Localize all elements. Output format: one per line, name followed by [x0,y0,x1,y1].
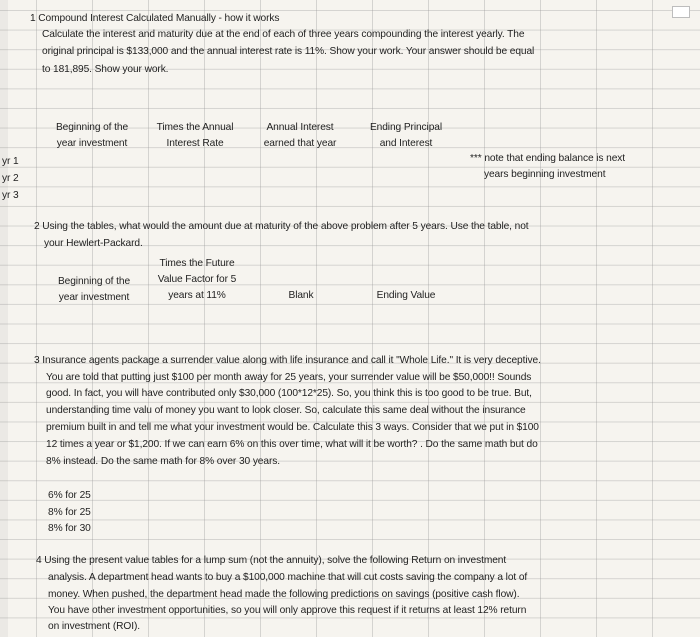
q1-line-2: original principal is $133,000 and the annual interest rate is 11%. Show your work. Your answer should be equal [42,46,535,57]
q3-row-6-25: 6% for 25 [48,490,91,501]
row-label-yr3: yr 3 [2,190,19,201]
q2-header-ending: Ending Value [376,290,436,301]
q1-line-3: to 181,895. Show your work. [42,64,169,75]
q1-header-rate: Times the Annual Interest Rate [156,122,234,149]
row-label-yr2: yr 2 [2,173,19,184]
q1-header-ending: Ending Principal and Interest [369,122,443,149]
q3-line-3: good. In fact, you will have contributed only $30,000 (100*12*25). So, you think this is too good to be true. But, [46,388,532,399]
q1-header-interest: Annual Interest earned that year [263,122,337,149]
q2-header-beginning: Beginning of the year investment [57,276,131,303]
q1-header-beginning: Beginning of the year investment [55,122,129,149]
q3-line-5: premium built in and tell me what your investment would be. Calculate this 3 ways. Consider that we put in $100 [46,422,539,433]
q3-row-8-30: 8% for 30 [48,523,91,534]
q3-line-6: 12 times a year or $1,200. If we can earn 6% on this over time, what will it be worth? . Do the same math but do [46,439,538,450]
q3-line-1: 3 Insurance agents package a surrender value along with life insurance and call it "Whole Life." It is very deceptive. [34,355,541,366]
q4-line-1: 4 Using the present value tables for a lump sum (not the annuity), solve the following Return on investment [36,555,507,566]
q2-header-factor: Times the Future Value Factor for 5 years at 11% [157,258,237,301]
q3-line-4: understanding time valu of money you want to look closer. So, calculate this same deal without the insurance [46,405,526,416]
row-header-strip [0,0,8,637]
q3-line-7: 8% instead. Do the same math for 8% over 30 years. [46,456,280,467]
q3-line-2: You are told that putting just $100 per month away for 25 years, your surrender value will be $50,000!! Sounds [46,372,532,383]
corner-dropdown-icon[interactable] [672,6,690,18]
q4-line-2: analysis. A department head wants to buy a $100,000 machine that will cut costs saving the company a lot of [48,572,528,583]
q2-header-blank: Blank [288,290,314,301]
q2-line-2: your Hewlert-Packard. [44,238,143,249]
q4-line-5: on investment (ROI). [48,621,140,632]
q3-row-8-25: 8% for 25 [48,507,91,518]
q1-line-1: Calculate the interest and maturity due at the end of each of three years compounding the interest yearly. The [42,29,525,40]
q4-line-4: You have other investment opportunities, so you will only approve this request if it returns at least 12% return [48,605,527,616]
q1-heading: 1 Compound Interest Calculated Manually - how it works [30,13,280,24]
q4-line-3: money. When pushed, the department head made the following predictions on savings (positive cash flow). [48,589,520,600]
q1-note-line-1: *** note that ending balance is next [470,153,625,164]
q1-note-line-2: years beginning investment [484,169,606,180]
row-label-yr1: yr 1 [2,156,19,167]
q2-line-1: 2 Using the tables, what would the amount due at maturity of the above problem after 5 years. Use the table, not [34,221,529,232]
